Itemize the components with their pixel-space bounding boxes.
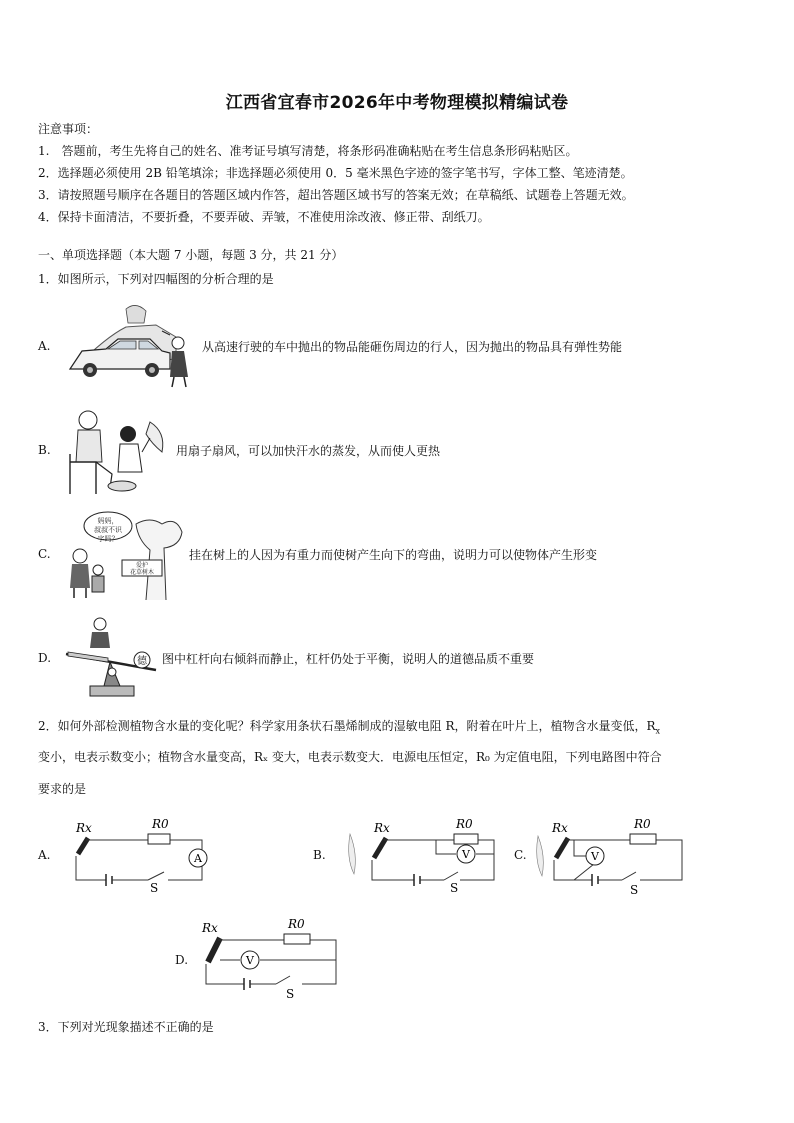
q1-option-b-letter: B. bbox=[38, 443, 51, 457]
circuit-c-rx-label: Rx bbox=[552, 821, 568, 835]
q1-option-b-text: 用扇子扇风，可以加快汗水的蒸发，从而使人更热 bbox=[176, 444, 441, 458]
q1-option-c-letter: C. bbox=[38, 547, 51, 561]
virtue-badge: 德 bbox=[137, 656, 147, 667]
sign-text-2: 花草树木 bbox=[129, 569, 155, 576]
q1-stem: 1．如图所示，下列对四幅图的分析合理的是 bbox=[38, 272, 274, 286]
notes-heading: 注意事项： bbox=[38, 122, 99, 136]
car-throwing-illustration bbox=[66, 297, 200, 389]
fanning-illustration bbox=[66, 404, 176, 496]
page-title: 江西省宜春市2026年中考物理模拟精编试卷 bbox=[225, 93, 569, 113]
q1-option-d-letter: D. bbox=[38, 651, 52, 665]
tree-hanging-illustration bbox=[66, 510, 184, 600]
q2-line-2: 变小，电表示数变小；植物含水量变高，Rₓ 变大，电表示数变大．电源电压恒定，R₀ 为定值电阻，下列电路图中符合 bbox=[38, 750, 662, 764]
lever-balance-illustration bbox=[64, 614, 162, 706]
circuit-a-r0-label: R0 bbox=[152, 817, 169, 831]
speech-bubble-text-3: 字吗？ bbox=[97, 535, 119, 543]
note-item-1: 1. 答题前，考生先将自己的姓名、准考证号填写清楚，将条形码准确粘贴在考生信息条形码粘贴区。 bbox=[38, 144, 578, 158]
note-item-3: 3．请按照题号顺序在各题目的答题区域内作答，超出答题区域书写的答案无效；在草稿纸、试题卷上答题无效。 bbox=[38, 188, 634, 202]
circuit-c-diagram bbox=[534, 814, 690, 898]
sign-text-1: 爱护 bbox=[135, 562, 149, 569]
circuit-d-rx-label: Rx bbox=[202, 921, 218, 935]
section-heading: 一、单项选择题（本大题 7 小题，每题 3 分，共 21 分） bbox=[38, 248, 344, 262]
q2-option-c-letter: C. bbox=[514, 848, 527, 862]
note-item-2: 2．选择题必须使用 2B 铅笔填涂；非选择题必须使用 0．5 毫米黑色字迹的签字笔书写，字体工整、笔迹清楚。 bbox=[38, 166, 633, 180]
q2-line-1: 2．如何外部检测植物含水量的变化呢？科学家用条状石墨烯制成的湿敏电阻 R，附着在叶片上，植物含水量变低，$R_x$ bbox=[38, 719, 661, 736]
circuit-a-rx-label: Rx bbox=[76, 821, 92, 835]
circuit-c-r0-label: R0 bbox=[634, 817, 651, 831]
circuit-a-diagram bbox=[70, 814, 222, 894]
circuit-b-meter: V bbox=[462, 848, 470, 861]
circuit-b-diagram bbox=[344, 814, 508, 898]
circuit-d-meter: V bbox=[246, 954, 254, 967]
circuit-b-switch-label: S bbox=[450, 881, 459, 895]
q1-option-d-text: 图中杠杆向右倾斜而静止，杠杆仍处于平衡，说明人的道德品质不重要 bbox=[162, 652, 535, 666]
q2-option-d-letter: D. bbox=[175, 953, 189, 967]
circuit-b-rx-label: Rx bbox=[374, 821, 390, 835]
circuit-b-r0-label: R0 bbox=[456, 817, 473, 831]
q2-line-3: 要求的是 bbox=[38, 782, 87, 796]
q3-stem: 3．下列对光现象描述不正确的是 bbox=[38, 1020, 214, 1034]
note-item-4: 4．保持卡面清洁，不要折叠，不要弄破、弄皱，不准使用涂改液、修正带、刮纸刀。 bbox=[38, 210, 490, 224]
circuit-c-meter: V bbox=[591, 850, 599, 863]
speech-bubble-text-2: 叔叔不识 bbox=[94, 526, 122, 534]
speech-bubble-text-1: 妈妈， bbox=[97, 517, 119, 525]
q1-option-a-letter: A. bbox=[38, 339, 51, 353]
q1-option-c-text: 挂在树上的人因为有重力而使树产生向下的弯曲，说明力可以使物体产生形变 bbox=[189, 548, 598, 562]
q2-option-a-letter: A. bbox=[38, 848, 51, 862]
circuit-d-r0-label: R0 bbox=[288, 917, 305, 931]
circuit-a-meter: A bbox=[194, 852, 202, 865]
q1-option-a-text: 从高速行驶的车中抛出的物品能砸伤周边的行人，因为抛出的物品具有弹性势能 bbox=[202, 340, 623, 354]
q2-option-b-letter: B. bbox=[313, 848, 326, 862]
circuit-d-switch-label: S bbox=[286, 987, 295, 1001]
circuit-a-switch-label: S bbox=[150, 881, 159, 894]
circuit-d-diagram bbox=[198, 916, 344, 1002]
circuit-c-switch-label: S bbox=[630, 883, 639, 897]
